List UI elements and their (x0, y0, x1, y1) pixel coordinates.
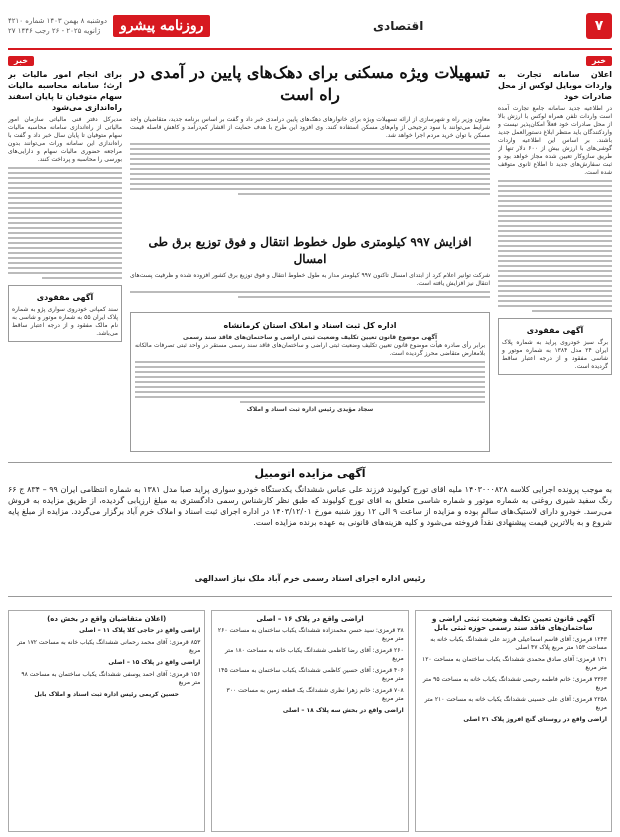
left-body: مدیرکل دفتر فنی مالیاتی سازمان امور مالیاتی از راه‌اندازی سامانه محاسبه مالیات سهام متوفیان تا پایان سال خبر داد و گفت با راه‌اندازی این سامانه وراث می‌توانند بدون مراجعه حضوری مالیات سهام و دارایی‌های بورسی را محاسبه و پرداخت کنند. (8, 116, 122, 163)
date-line-1: دوشنبه ۸ بهمن ۱۴۰۳ شماره ۴۲۱۰ (8, 17, 107, 25)
right-body-lines (498, 180, 612, 312)
auction-notice (8, 462, 612, 583)
right-notice-title: آگهی مفقودی (526, 326, 584, 335)
bottom-column-title: آگهی قانون تعیین تکلیف وضعیت ثبتی اراضی و ساختمان‌های فاقد سند رسمی حوزه ثبتی بابل (432, 615, 595, 632)
notice-item: ۲۲۵۸ قرمزی: آقای علی حسینی ششدانگ یکباب خانه به مساحت ۲۱۰ متر مربع (424, 696, 607, 711)
logo-block (8, 15, 210, 37)
bottom-column-title: اراضی واقع در پلاک ۱۶ – اصلی (256, 615, 364, 623)
notice-item: اراضی واقع در پلاک ۱۵ – اصلی (108, 659, 201, 666)
legal-notice-body: برابر رأی صادره هیأت موضوع قانون تعیین تکلیف وضعیت ثبتی اراضی و ساختمان‌های فاقد سند رسمی مستقر در واحد ثبتی تصرفات مالکانه بلامعارض متقاضی محرز گردیده است. (135, 342, 485, 357)
date-line-2: ۲۷ ژانویه ۲۰۲۵ - ۲۶ رجب ۱۴۴۶ (8, 27, 101, 35)
newspaper-logo: روزنامه پیشرو (113, 15, 210, 37)
bottom-column-3 (8, 610, 205, 832)
notice-item: اراضی واقع در بخش سه پلاک ۱۸ – اصلی (282, 707, 404, 714)
bottom-notices (8, 610, 612, 832)
bottom-column-title: (اعلان متقاضیان واقع در بخش ده) (47, 615, 167, 623)
notice-item: ۳۸ قرمزی: سید حسن محمدزاده ششدانگ یکباب ساختمان به مساحت ۲۶۰ متر مربع (217, 627, 404, 642)
second-body (130, 272, 490, 308)
right-headline: اعلان سامانه تجارت به واردات موبایل لوکس از محل صادرات خود (498, 70, 612, 101)
left-notice-title: آگهی مفقودی (36, 293, 94, 302)
bottom-column-1 (415, 610, 612, 832)
notice-item: ۷۰۸ قرمزی: خانم زهرا نظری ششدانگ یک قطعه زمین به مساحت ۳۰۰ متر مربع (226, 687, 404, 702)
main-body-lines (130, 143, 490, 195)
notice-item: اراضی واقع در حاجی کلا پلاک ۱۱ – اصلی (79, 627, 201, 634)
legal-notice-title: اداره کل ثبت اسناد و املاک استان کرمانشاه (223, 321, 397, 330)
notice-item: ۱۴۱ قرمزی: آقای صادق محمدی ششدانگ یکباب ساختمان به مساحت ۱۲۰ متر مربع (421, 656, 607, 671)
left-column (8, 56, 122, 456)
issue-dates (8, 16, 107, 36)
auction-footer: رئیس اداره اجرای اسناد رسمی خرم آباد ملک نیاز اسدالهی (194, 574, 426, 583)
page-number: ۷ (586, 13, 612, 39)
masthead (8, 6, 612, 46)
auction-body: به موجب پرونده اجرایی کلاسه ۱۴۰۳۰۰۰۸۲۸ ملیه اقای تورج کولیوند فرزند علی عباس ششدانگ یکدستگاه خودرو سواری پراید صبا مدل ۱۳۸۱ به شماره انتظامی ایران ۹۹ – ۸۳۴ ج ۶۶ رنگ سفید شیری روغنی به شماره موتور و شماره شاسی متعلق به اقای تورج کولیوند که طبق نظر کارشناس رسمی دادگستری به مبلغ ارزیابی گردیده، از طریق مزایده به فروش می‌رسد. خودرو دارای لاستیک‌های سالم بوده و مزایده از ساعت ۹ الی ۱۲ روز شنبه مورخ ۱۴۰۳/۱۲/۰۱ در اداره اجرای ثبت اسناد و املاک خرم آباد برگزار می‌گردد. مزایده از مبلغ پایه شروع و به بالاترین قیمت پیشنهادی نقداً فروخته می‌شود و کلیه هزینه‌های قانونی به عهده برنده مزایده است. (8, 485, 612, 527)
main-body (130, 116, 490, 226)
left-notice-body: سند کمپانی خودروی سواری پژو به شماره پلاک ایران ۵۵ به شماره موتور و شاسی به نام مالک مفقود و از درجه اعتبار ساقط می‌باشد. (12, 306, 119, 337)
main-body-text: معاون وزیر راه و شهرسازی از ارائه تسهیلات ویژه برای خانوارهای دهک‌های پایین درآمدی خبر داد و گفت بر اساس برنامه جدید، متقاضیان واجد شرایط می‌توانند با سود ترجیحی از وام‌های مسکن استفاده کنند. وی افزود این طرح با هدف حمایت از اقشار کم‌درآمد و کاهش فاصله قیمت مسکن با توان خرید مردم اجرا خواهد شد. (130, 116, 490, 139)
notice-item: ۳۳۶۳ قرمزی: خانم فاطمه رحیمی ششدانگ یکباب خانه به مساحت ۹۵ متر مربع (422, 676, 607, 691)
left-headline: برای انجام امور مالیات بر ارث؛ سامانه محاسبه مالیات سهام متوفیان تا پایان اسفند راه‌اندازی می‌شود (8, 70, 122, 112)
main-headline: تسهیلات ویژه مسکنی برای دهک‌های پایین در آمدی در راه است (130, 63, 490, 104)
notice-item: حسین کریمی رئیس اداره ثبت اسناد و املاک بابل (34, 691, 179, 698)
right-body: در اطلاعیه جدید سامانه جامع تجارت آمده است واردات تلفن همراه لوکس با ارزش بالا از محل صادرات خود فعلاً امکان‌پذیر نیست و واردکنندگان باید منتظر ابلاغ دستورالعمل جدید باشند. بر اساس این اطلاعیه واردات گوشی‌های با ارزش بیش از ۶۰۰ دلار تنها از طریق سازوکار تعیین شده مجاز خواهد بود و ثبت سفارش‌های جدید تا اطلاع ثانوی متوقف شده است. (498, 105, 612, 176)
second-body-text: شرکت توانیر اعلام کرد از ابتدای امسال تاکنون ۹۹۷ کیلومتر مدار به طول خطوط انتقال و فوق توزیع برق کشور افزوده شده و ظرفیت پست‌های انتقال نیز افزایش یافته است. (130, 272, 490, 287)
section-title: اقتصادی (373, 19, 424, 33)
bottom-rule (8, 596, 612, 597)
right-column (498, 56, 612, 456)
right-notice-body: برگ سبز خودروی پراید به شماره پلاک ایران ۲۴ مدل ۱۳۸۴ به شماره موتور و شاسی مفقود و از درجه اعتبار ساقط گردیده است. (502, 339, 608, 370)
bottom-column-2 (211, 610, 408, 832)
right-notice-box (498, 318, 612, 375)
left-notice-box (8, 285, 122, 342)
legal-notice-box (130, 312, 490, 452)
news-tag-left: خبر (8, 56, 34, 66)
second-headline: افزایش ۹۹۷ کیلومتری طول خطوط انتقال و فوق توزیع برق طی امسال (148, 235, 472, 266)
second-body-lines (130, 291, 490, 298)
legal-notice-subtitle: آگهی موضوع قانون تعیین تکلیف وضعیت ثبتی اراضی و ساختمان‌های فاقد سند رسمی (183, 334, 437, 341)
notice-item: ۱۵۶ قرمزی: آقای احمد یوسفی ششدانگ یکباب ساختمان به مساحت ۹۸ متر مربع (21, 671, 201, 686)
auction-title: آگهی مزایده اتومبیل (254, 467, 366, 480)
notice-item: ۴۰۶ قرمزی: آقای حسین کاظمی ششدانگ یکباب ساختمان به مساحت ۱۴۵ متر مربع (217, 667, 404, 682)
notice-item: ۱۲۴۳ قرمزی: آقای قاسم اسماعیلی فرزند علی ششدانگ یکباب خانه به مساحت ۱۵۳ متر مربع پلاک ۴۷ اصلی (430, 636, 607, 651)
legal-notice-footer: سجاد مؤیدی رئیس اداره ثبت اسناد و املاک (246, 406, 374, 413)
legal-notice-lines (135, 361, 485, 403)
left-body-lines (8, 167, 122, 279)
notice-item: اراضی واقع در روستای گنج افروز پلاک ۲۱ اصلی (463, 716, 607, 723)
news-tag-right: خبر (586, 56, 612, 66)
notice-item: ۲۶۰ قرمزی: آقای رضا کاظمی ششدانگ یکباب خانه به مساحت ۱۸۰ متر مربع (224, 647, 404, 662)
notice-item: ۸۵۳ قرمزی: آقای محمد رحمانی ششدانگ یکباب خانه به مساحت ۱۷۲ متر مربع (17, 639, 201, 654)
header-rule (8, 48, 612, 50)
